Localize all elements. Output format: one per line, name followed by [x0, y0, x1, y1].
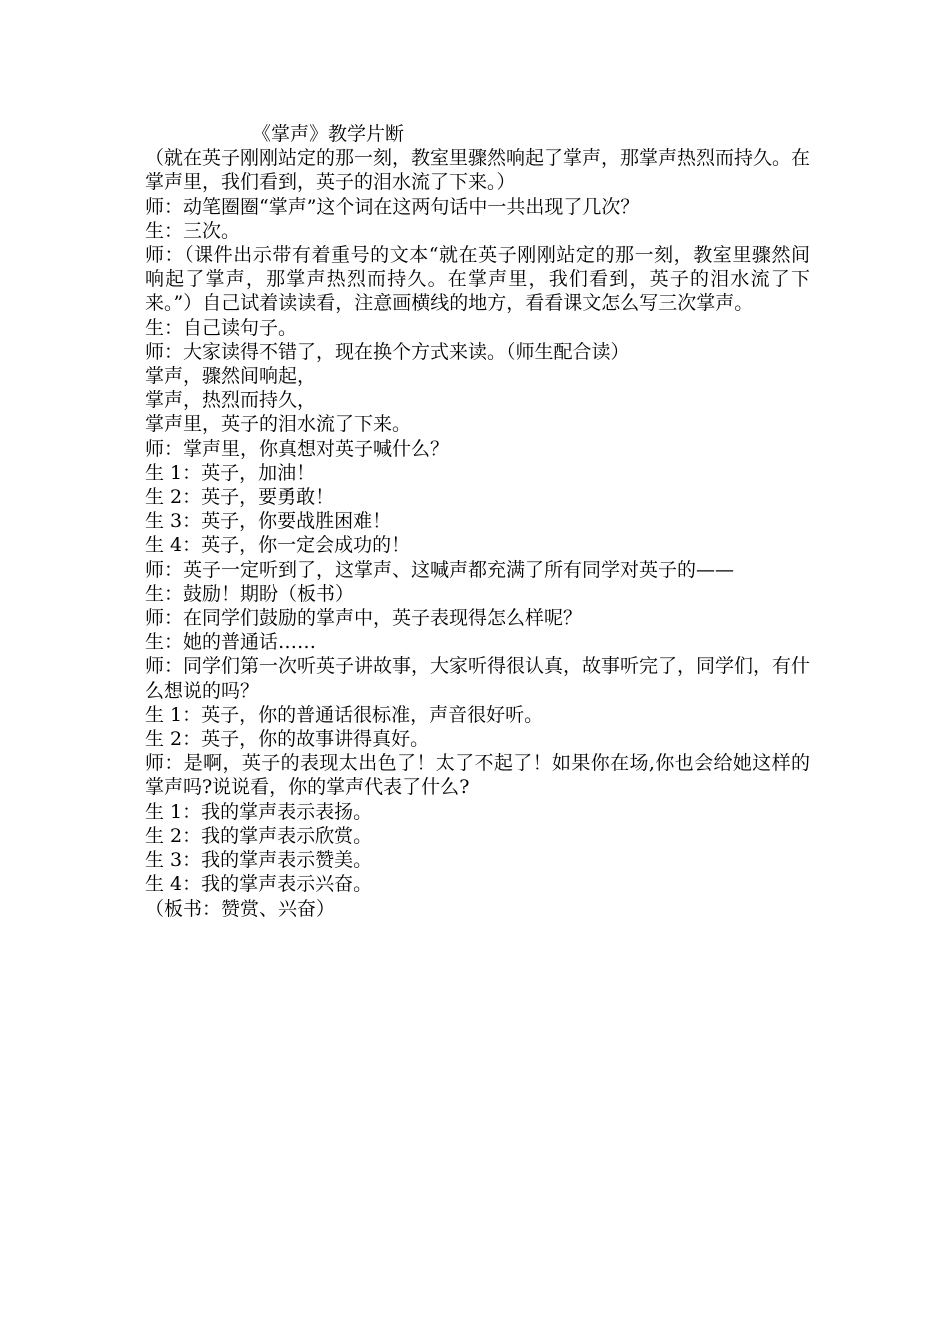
paragraph-student-read: 生：自己读句子。 [145, 316, 298, 339]
paragraph-student-1-praise: 生 1：我的掌声表示表扬。 [145, 800, 373, 823]
paragraph-student-3-admire: 生 3：我的掌声表示赞美。 [145, 849, 373, 872]
paragraph-student-2-appreciate: 生 2：我的掌声表示欣赏。 [145, 824, 373, 847]
paragraph-teacher-what-applause: 师：是啊，英子的表现太出色了！太了不起了！如果你在场,你也会给她这样的掌声吗?说说看，你的掌声代表了什么? [145, 752, 810, 799]
paragraph-student-encourage: 生：鼓励！期盼（板书） [145, 582, 355, 605]
paragraph-teacher-question-count: 师：动笔圈圈“掌声”这个词在这两句话中一共出现了几次？ [145, 195, 640, 218]
paragraph-student-1-shout: 生 1：英子，加油！ [145, 461, 316, 484]
paragraph-student-2-shout: 生 2：英子，要勇敢！ [145, 486, 335, 509]
document-title: 《掌声》教学片断 [252, 123, 405, 145]
paragraph-student-4-excited: 生 4：我的掌声表示兴奋。 [145, 873, 373, 896]
paragraph-teacher-story: 师：同学们第一次听英子讲故事，大家听得很认真，故事听完了，同学们，有什么想说的吗？ [145, 655, 811, 702]
paragraph-student-4-shout: 生 4：英子，你一定会成功的！ [145, 534, 411, 557]
paragraph-student-mandarin: 生：她的普通话…… [145, 631, 317, 654]
document-page [145, 122, 810, 921]
poem-line-3: 掌声里，英子的泪水流了下来。 [145, 413, 412, 436]
paragraph-student-answer-three: 生：三次。 [145, 219, 241, 242]
paragraph-blackboard-note: （板书：赞赏、兴奋） [145, 897, 336, 920]
paragraph-teacher-read-together: 师：大家读得不错了，现在换个方式来读。（师生配合读） [145, 340, 630, 363]
poem-line-1: 掌声，骤然间响起， [145, 365, 317, 388]
paragraph-student-2-good-story: 生 2：英子，你的故事讲得真好。 [145, 728, 430, 751]
paragraph-student-1-standard: 生 1：英子，你的普通话很标准，声音很好听。 [145, 703, 544, 726]
poem-line-2: 掌声，热烈而持久， [145, 389, 317, 412]
paragraph-teacher-courseware: 师：（课件出示带有着重号的文本“就在英子刚刚站定的那一刻，教室里骤然间响起了掌声，那掌声热烈而持久。在掌声里，我们看到，英子的泪水流了下来。”）自己试着读读看，注意画横线的地方，看看课文怎么写三次掌声。 [145, 244, 810, 315]
paragraph-teacher-shout: 师：掌声里，你真想对英子喊什么？ [145, 437, 450, 460]
paragraph-teacher-performance: 师：在同学们鼓励的掌声中，英子表现得怎么样呢？ [145, 607, 583, 630]
paragraph-teacher-heard: 师：英子一定听到了，这掌声、这喊声都充满了所有同学对英子的—— [145, 558, 735, 581]
paragraph-intro-quote: （就在英子刚刚站定的那一刻，教室里骤然响起了掌声，那掌声热烈而持久。在掌声里，我们看到，英子的泪水流了下来。） [145, 147, 811, 194]
paragraph-student-3-shout: 生 3：英子，你要战胜困难！ [145, 510, 392, 533]
